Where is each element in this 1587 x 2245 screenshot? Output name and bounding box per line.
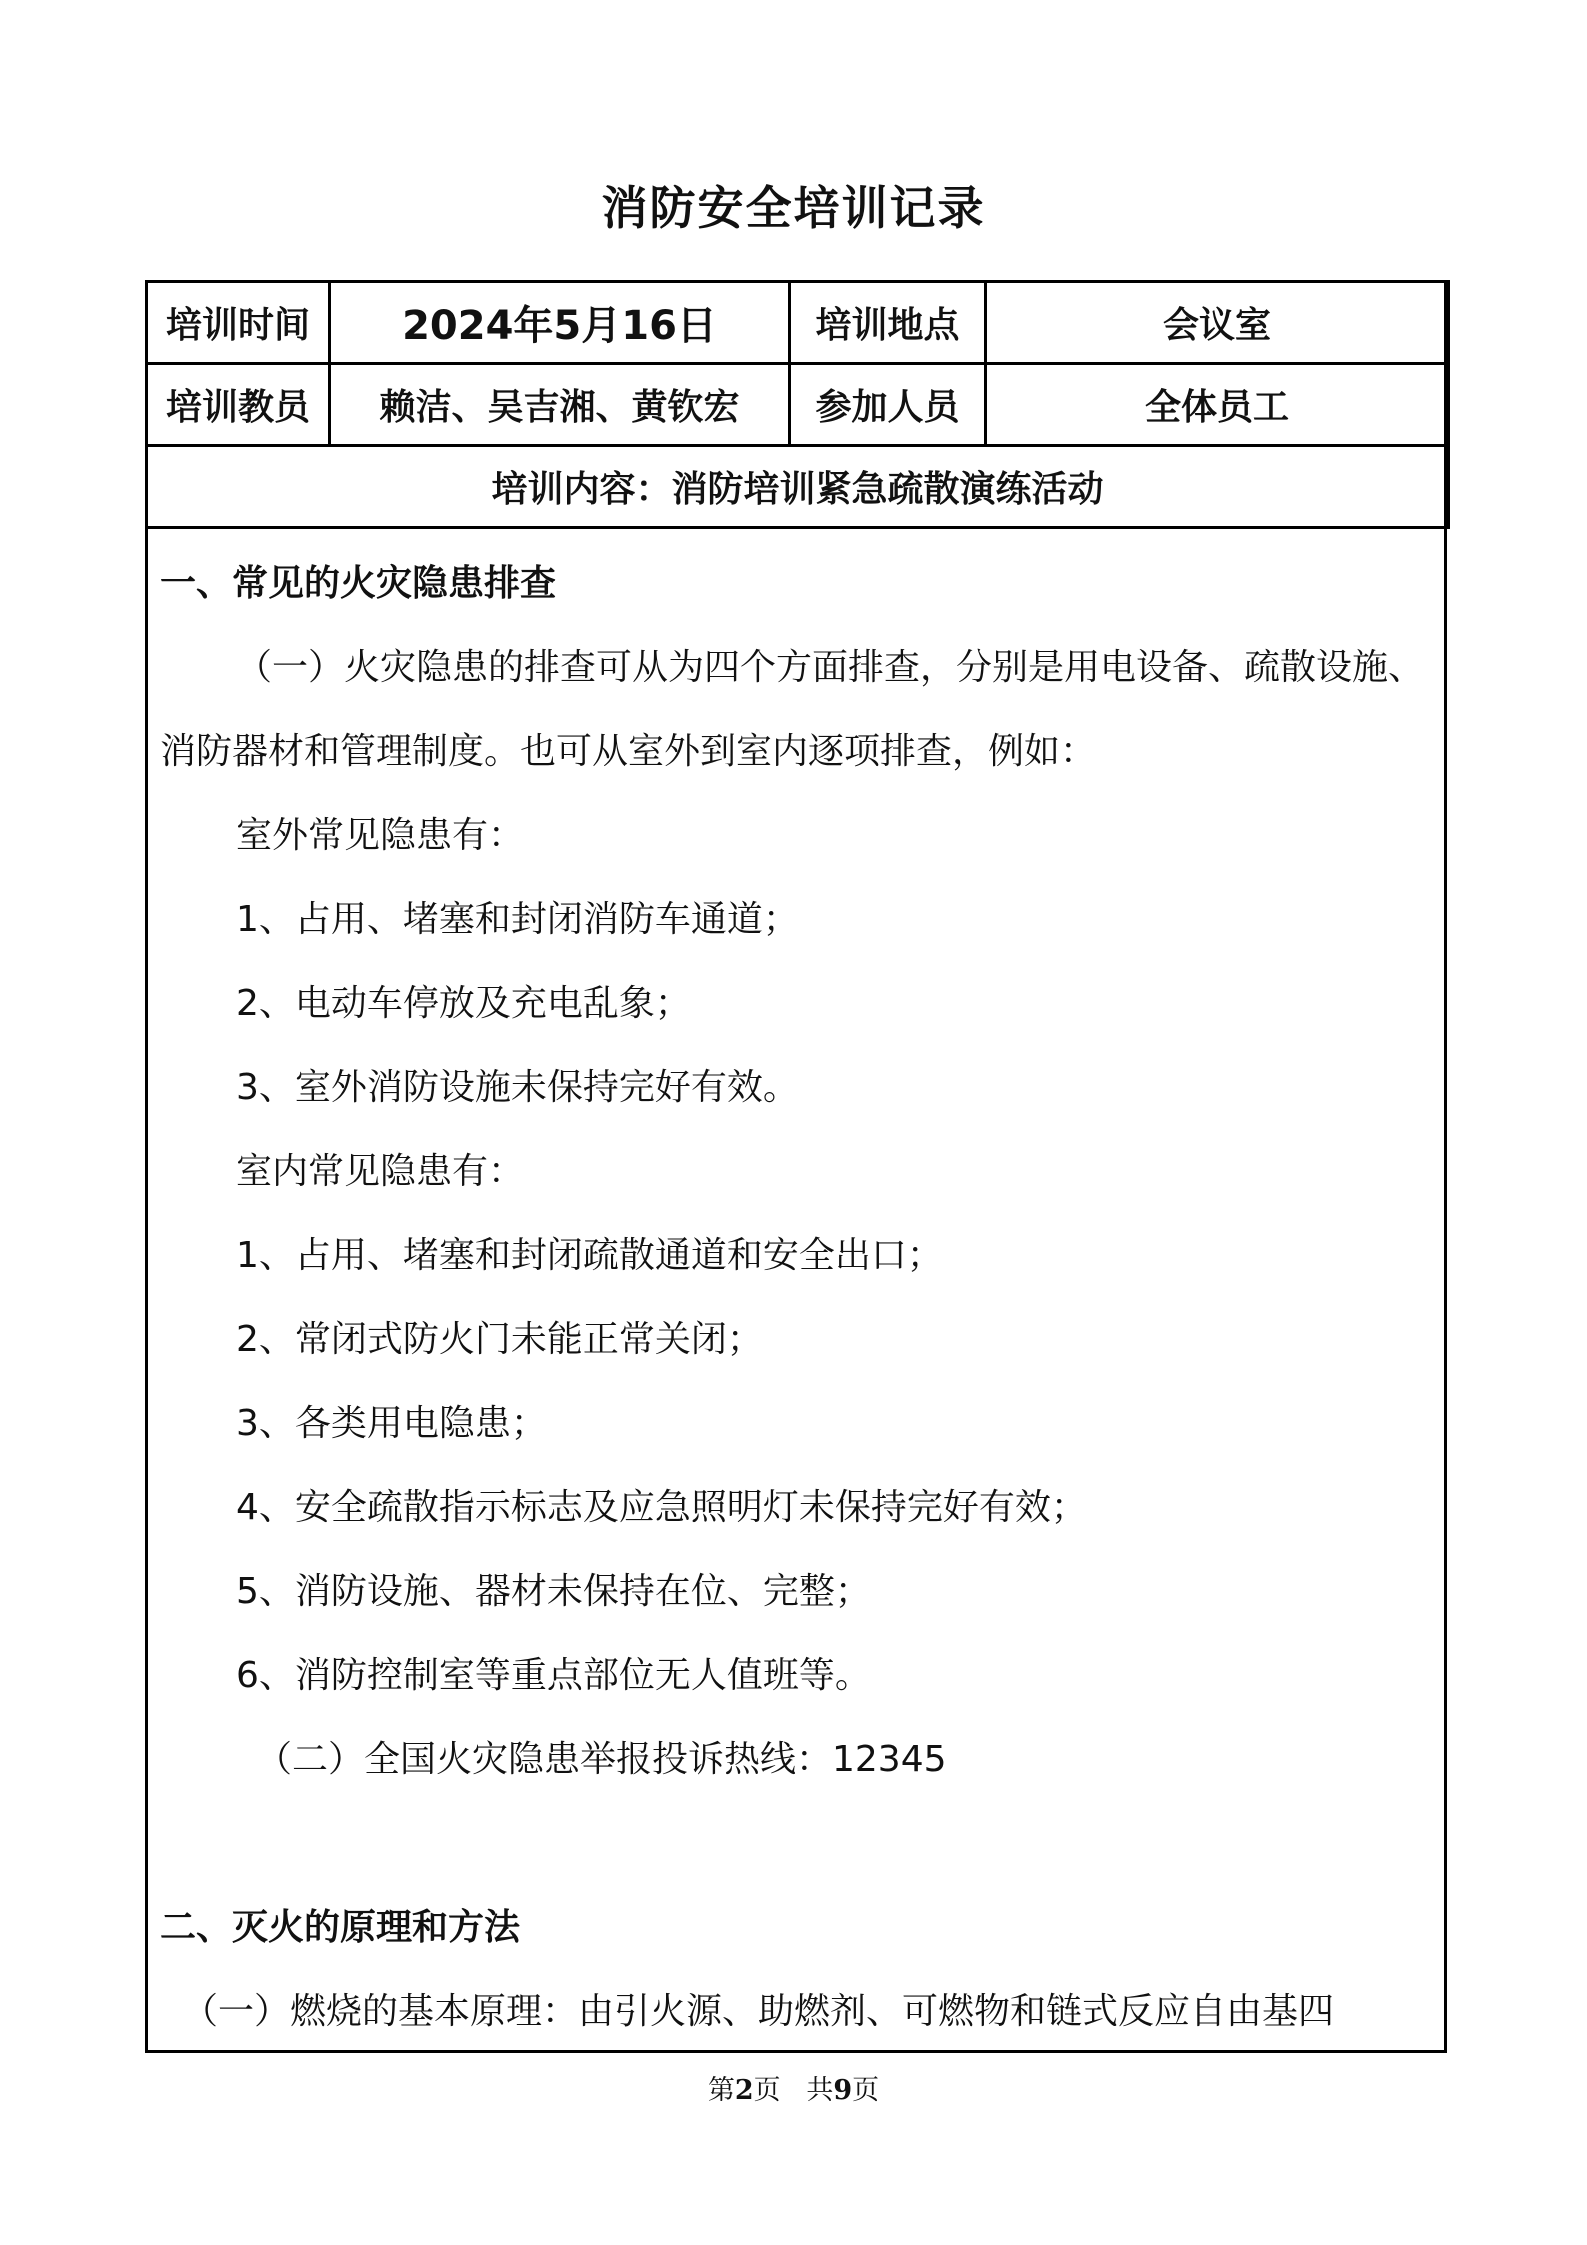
hotline: （二）全国火灾隐患举报投诉热线：12345 [256, 1739, 947, 1780]
indoor-title: 室内常见隐患有： [236, 1151, 525, 1192]
total-pages: 9 [833, 2075, 853, 2106]
place-label: 培训地点 [790, 282, 986, 364]
footer-mid: 页 共 [753, 2075, 834, 2106]
indoor-item: 6、消防控制室等重点部位无人值班等。 [236, 1655, 871, 1696]
indoor-item: 5、消防设施、器材未保持在位、完整； [236, 1571, 871, 1612]
footer-prefix: 第 [707, 2075, 735, 2106]
outdoor-item: 1、占用、堵塞和封闭消防车通道； [236, 899, 799, 940]
outdoor-title: 室外常见隐患有： [236, 815, 525, 856]
paragraph-1-line-2: 消防器材和管理制度。也可从室外到室内逐项排查，例如： [160, 731, 1097, 772]
place-value: 会议室 [986, 282, 1449, 364]
participants-label: 参加人员 [790, 364, 986, 446]
footer-suffix: 页 [852, 2075, 880, 2106]
blank-line [160, 1802, 1440, 1886]
time-value: 2024年5月16日 [330, 282, 790, 364]
indoor-item: 3、各类用电隐患； [236, 1403, 547, 1444]
training-content: 培训内容：消防培训紧急疏散演练活动 [147, 446, 1449, 528]
indoor-item: 2、常闭式防火门未能正常关闭； [236, 1319, 763, 1360]
outdoor-item: 2、电动车停放及充电乱象； [236, 983, 691, 1024]
record-content [160, 542, 1440, 2054]
outdoor-item: 3、室外消防设施未保持完好有效。 [236, 1067, 799, 1108]
section-1-title: 一、常见的火灾隐患排查 [160, 563, 557, 604]
indoor-item: 4、安全疏散指示标志及应急照明灯未保持完好有效； [236, 1487, 1087, 1528]
time-label: 培训时间 [147, 282, 330, 364]
paragraph-1-line-1: （一）火灾隐患的排查可从为四个方面排查，分别是用电设备、疏散设施、 [236, 647, 1425, 688]
page-footer [0, 2068, 1587, 2107]
current-page: 2 [734, 2075, 754, 2106]
page-title: 消防安全培训记录 [601, 181, 986, 235]
header-table [145, 280, 1450, 529]
section-2-title: 二、灭火的原理和方法 [160, 1907, 521, 1948]
teacher-value: 赖洁、吴吉湘、黄钦宏 [330, 364, 790, 446]
participants-value: 全体员工 [986, 364, 1449, 446]
teacher-label: 培训教员 [147, 364, 330, 446]
section-2-paragraph-1: （一）燃烧的基本原理：由引火源、助燃剂、可燃物和链式反应自由基四 [182, 1991, 1335, 2032]
indoor-item: 1、占用、堵塞和封闭疏散通道和安全出口； [236, 1235, 943, 1276]
